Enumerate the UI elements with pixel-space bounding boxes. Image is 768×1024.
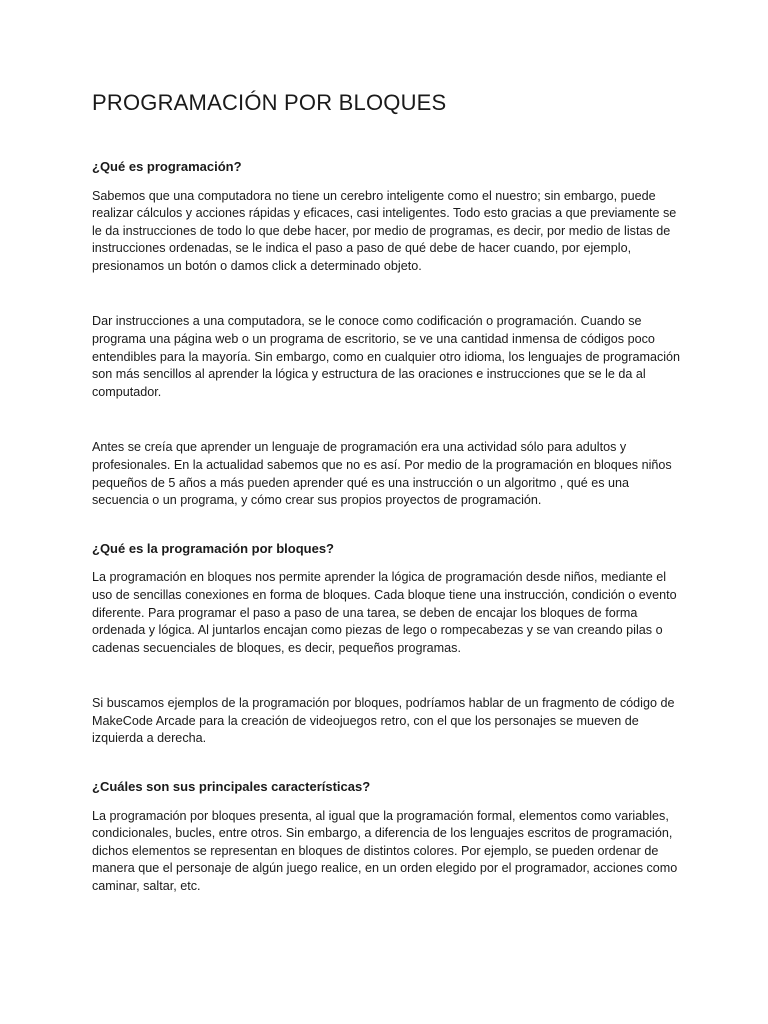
- section-caracteristicas: [92, 778, 682, 895]
- paragraph: Dar instrucciones a una computadora, se le conoce como codificación o programación. Cuando se programa una página web o un programa de escritorio, se ve una cantidad inmensa de códigos poco entendibles para la mayoría. Sin embargo, como en cualquier otro idioma, los lenguajes de programación son más sencillos al aprender la lógica y estructura de las oraciones e instrucciones que se le da al computador.: [92, 314, 681, 399]
- paragraph: La programación por bloques presenta, al igual que la programación formal, elementos como variables, condicionales, bucles, entre otros. Sin embargo, a diferencia de los lenguajes escritos de programación, dichos elementos se representan en bloques de distintos colores. Por ejemplo, se pueden ordenar de manera que el personaje de algún juego realice, en un orden elegido por el programador, acciones como caminar, saltar, etc.: [92, 808, 678, 893]
- section-gap: [92, 510, 682, 540]
- document-title: PROGRAMACIÓN POR BLOQUES: [92, 90, 447, 115]
- paragraph: Si buscamos ejemplos de la programación por bloques, podríamos hablar de un fragmento de código de MakeCode Arcade para la creación de videojuegos retro, con el que los personajes se mueven de izquierda a derecha.: [92, 696, 675, 746]
- paragraph: La programación en bloques nos permite aprender la lógica de programación desde niños, mediante el uso de sencillas conexiones en forma de bloques. Cada bloque tiene una instrucción, condición o evento diferente. Para programar el paso a paso de una tarea, se deben de encajar los bloques de forma ordenada y lógica. Al juntarlos encajan como piezas de lego o rompecabezas y se van creando pilas o cadenas secuenciales de bloques, es decir, pequeños programas.: [92, 570, 677, 655]
- section-gap: [92, 748, 682, 778]
- paragraph-gap: [92, 401, 682, 439]
- section-heading: ¿Qué es la programación por bloques?: [92, 540, 334, 556]
- paragraph-gap: [92, 275, 682, 313]
- document-page: [92, 90, 682, 896]
- paragraph-gap: [92, 657, 682, 695]
- section-programacion-por-bloques: [92, 540, 682, 748]
- section-que-es-programacion: [92, 158, 682, 510]
- section-heading: ¿Qué es programación?: [92, 159, 242, 174]
- section-heading: ¿Cuáles son sus principales características?: [92, 779, 371, 795]
- paragraph: Antes se creía que aprender un lenguaje de programación era una actividad sólo para adultos y profesionales. En la actualidad sabemos que no es así. Por medio de la programación en bloques niños pequeños de 5 años a más pueden aprender qué es una instrucción o un algoritmo , qué es una secuencia o un programa, y cómo crear sus propios proyectos de programación.: [92, 440, 672, 508]
- paragraph: Sabemos que una computadora no tiene un cerebro inteligente como el nuestro; sin embargo, puede realizar cálculos y acciones rápidas y eficaces, casi inteligentes. Todo esto gracias a que previamente se le da instrucciones de todo lo que debe hacer, por medio de programas, es decir, por medio de listas de instrucciones ordenadas, se le indica el paso a paso de qué debe de hacer cuando, por ejemplo, presionamos un botón o damos click a determinado objeto.: [92, 188, 677, 273]
